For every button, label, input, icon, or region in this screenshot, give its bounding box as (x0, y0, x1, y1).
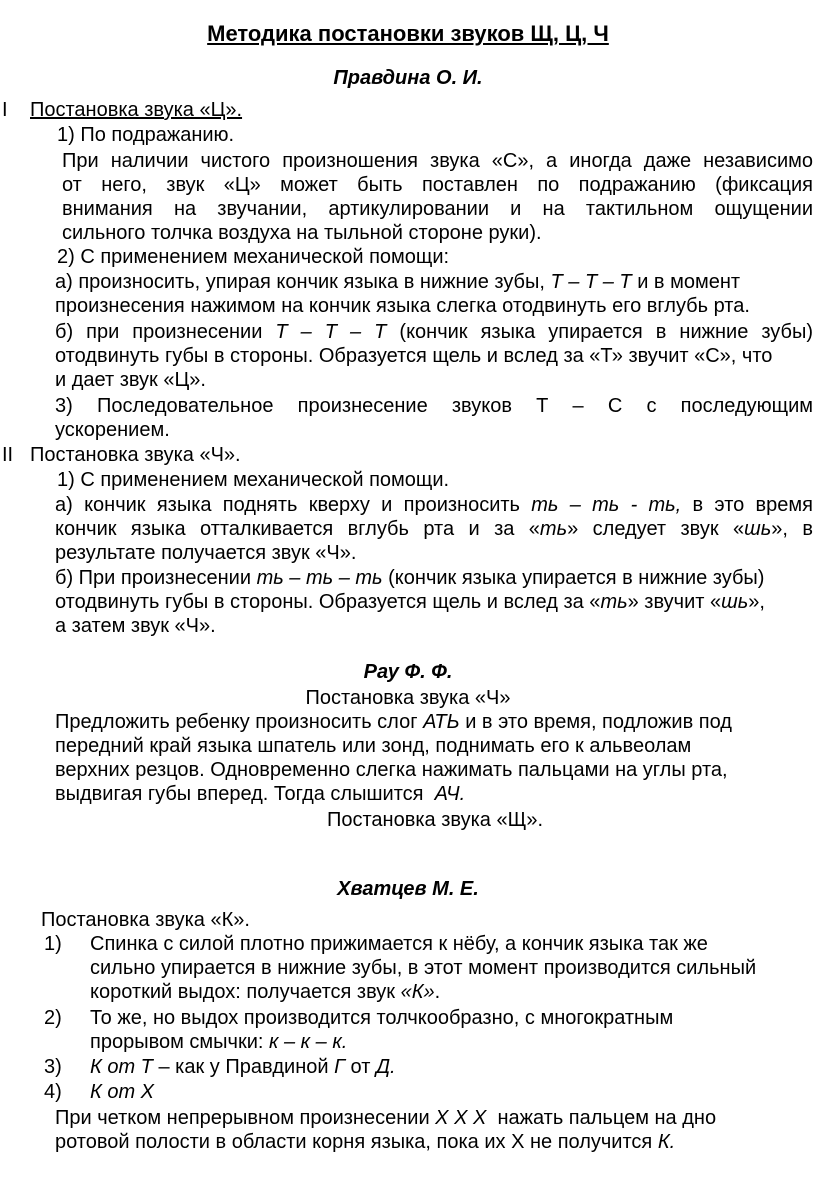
method-sequential: 3) Последовательное произнесение звуков Т – С с последующим (55, 395, 813, 417)
k-item3 (90, 1055, 396, 1079)
k-item1-line3 (90, 980, 440, 1004)
k-item1-line2: сильно упирается в нижние зубы, в этот момент производится сильный (90, 957, 757, 979)
rau-heading-ch: Постановка звука «Ч» (305, 687, 511, 709)
item-b-ch-line2 (55, 590, 765, 614)
k-item2-line2 (90, 1030, 347, 1054)
text: б) при произнесении (55, 321, 263, 343)
page-title: Методика постановки звуков Щ, Ц, Ч (207, 21, 609, 46)
text: прорывом смычки: (90, 1031, 264, 1053)
syllable: АЧ. (434, 783, 466, 805)
list-number: 1) (44, 933, 62, 955)
k-item4: К от Х (90, 1081, 155, 1103)
sound: Г (334, 1056, 345, 1078)
rau-line4 (55, 782, 465, 806)
sound: Д. (375, 1056, 396, 1078)
imitation-line: внимания на звучании, артикулировании и на тактильном ощущении (62, 198, 813, 220)
khvattsev-heading-k: Постановка звука «К». (41, 909, 250, 931)
sound-sequence: Х Х Х (435, 1107, 487, 1129)
sound-sequence: к – к – к. (269, 1031, 348, 1053)
text: » следует звук « (567, 518, 745, 540)
text: », (748, 591, 765, 613)
part-number-1: I (2, 99, 8, 121)
item-a-ts-line1 (55, 270, 740, 294)
rau-heading-shch: Постановка звука «Щ». (327, 809, 543, 831)
part-heading-ts: Постановка звука «Ц». (30, 99, 243, 121)
item-a-ch-line3: результате получается звук «Ч». (55, 542, 357, 564)
sound: К. (657, 1131, 676, 1153)
text: . (434, 981, 441, 1003)
text: а) кончик языка поднять кверху и произносить (55, 494, 520, 516)
sound-sequence: ть – ть - ть, (531, 494, 682, 516)
item-a-ch-line1 (55, 493, 813, 517)
sound: шь (721, 591, 749, 613)
item-b-ch-line3: а затем звук «Ч». (55, 615, 216, 637)
k-final-line2 (55, 1130, 675, 1154)
text: нажать пальцем на дно (497, 1107, 717, 1129)
author-rau: Рау Ф. Ф. (363, 661, 453, 683)
text: и в момент (637, 271, 741, 293)
item-a-ts-line2: произнесения нажимом на кончик языка слегка отодвинуть его вглубь рта. (55, 295, 750, 317)
text: », в (771, 518, 813, 540)
sound: шь (744, 518, 772, 540)
sound: ть (600, 591, 628, 613)
sound-sequence: ть – ть – ть (256, 567, 383, 589)
author-pravdina: Правдина О. И. (333, 67, 483, 89)
method-mechanical: 2) С применением механической помощи: (57, 246, 450, 268)
k-item2-line1: То же, но выдох производится толчкообразно, с многократным (90, 1007, 674, 1029)
part-number-2: II (2, 444, 14, 466)
list-number: 3) (44, 1056, 62, 1078)
item-b-ts-line2: отодвинуть губы в стороны. Образуется щель и вслед за «Т» звучит «С», что (55, 345, 773, 367)
method-sequential-cont: ускорением. (55, 419, 170, 441)
text: » звучит « (627, 591, 722, 613)
text: а) произносить, упирая кончик языка в нижние зубы, (55, 271, 545, 293)
sound-sequence: Т – Т – Т (275, 321, 387, 343)
k-final-line1 (55, 1106, 716, 1130)
rau-line3: верхних резцов. Одновременно слегка нажимать пальцами на углы рта, (55, 759, 728, 781)
item-b-ch-line1 (55, 566, 764, 590)
text: и в это время, подложив под (465, 711, 732, 733)
text: Предложить ребенку произносить слог (55, 711, 418, 733)
rau-line2: передний край языка шпатель или зонд, поднимать его к альвеолам (55, 735, 692, 757)
syllable: АТЬ (423, 711, 460, 733)
item-b-ts-line1 (55, 320, 813, 344)
method-mechanical-ch: 1) С применением механической помощи. (57, 469, 450, 491)
item-b-ts-line3: и дает звук «Ц». (55, 369, 206, 391)
author-khvattsev: Хватцев М. Е. (337, 878, 479, 900)
list-number: 2) (44, 1007, 62, 1029)
text: – как у Правдиной (158, 1056, 329, 1078)
text: (кончик языка упирается в нижние зубы) (388, 567, 765, 589)
k-item1-line1: Спинка с силой плотно прижимается к нёбу, а кончик языка так же (90, 933, 708, 955)
list-number: 4) (44, 1081, 62, 1103)
sound: «К» (400, 981, 435, 1003)
text: кончик языка отталкивается вглубь рта и за « (55, 518, 540, 540)
sound-pair: К от Т (90, 1056, 153, 1078)
imitation-line: сильного толчка воздуха на тыльной стороне руки). (62, 222, 542, 244)
text: (кончик языка упирается в нижние зубы) (399, 321, 814, 343)
text: При четком непрерывном произнесении (55, 1107, 430, 1129)
text: от (350, 1056, 371, 1078)
method-imitation: 1) По подражанию. (57, 124, 235, 146)
sound-sequence: Т – Т – Т (550, 271, 632, 293)
imitation-line: При наличии чистого произношения звука «С», а иногда даже независимо (62, 150, 813, 172)
imitation-line: от него, звук «Ц» может быть поставлен по подражанию (фиксация (62, 174, 813, 196)
text: выдвигая губы вперед. Тогда слышится (55, 783, 424, 805)
text: короткий выдох: получается звук (90, 981, 396, 1003)
item-a-ch-line2 (55, 517, 813, 541)
text: в это время (692, 494, 813, 516)
sound: ть (539, 518, 568, 540)
part-heading-ch: Постановка звука «Ч». (30, 444, 241, 466)
text: ротовой полости в области корня языка, пока их Х не получится (55, 1131, 653, 1153)
text: отодвинуть губы в стороны. Образуется щель и вслед за « (55, 591, 601, 613)
text: б) При произнесении (55, 567, 251, 589)
rau-line1 (55, 710, 732, 734)
